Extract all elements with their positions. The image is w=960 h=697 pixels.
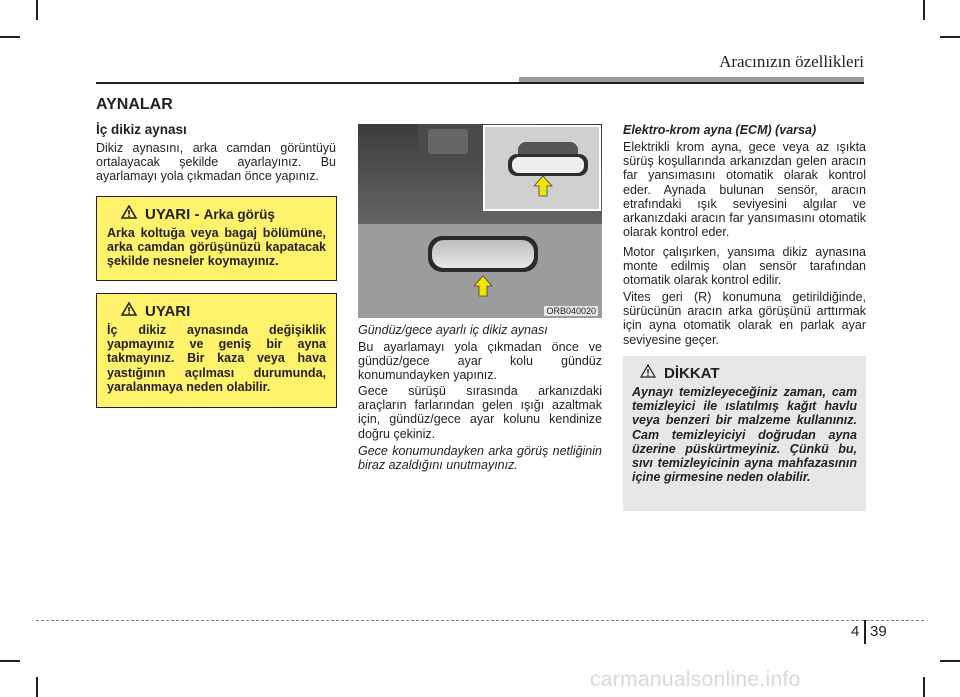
- middle-paragraph-2: Gece sürüşü sırasında arkanızdaki araçların farlarından gelen ışığı azaltmak için, gündüz/gece ayar kolunu kendinize doğru çekiniz.: [358, 384, 602, 441]
- warning-text: Arka koltuğa veya bagaj bölümüne, arka camdan görüşünüzü kapatacak şekilde nesneler koymayınız.: [107, 226, 326, 269]
- caution-text: Aynayı temizleyeceğiniz zaman, cam temizleyici ile ıslatılmış kağıt havlu veya benzeri bir malzeme kullanınız. Cam temizleyiciyi doğrudan ayna üzerine püskürtmeyiniz. Çünkü bu, sıvı temizleyicinin ayna mahfazasının içine girmesine neden olabilir.: [632, 385, 857, 485]
- rearview-mirror-photo: [358, 124, 602, 318]
- page-separator: [864, 620, 866, 644]
- chapter-number: 4: [851, 623, 860, 640]
- crop-mark: [36, 677, 38, 697]
- warning-label: UYARI -: [145, 205, 200, 223]
- warning-triangle-icon: [121, 302, 137, 320]
- warning-header: [107, 205, 326, 223]
- right-paragraph-1: Elektrikli krom ayna, gece veya az ışıkta sürüş koşullarında arkanızdan gelen aracın far yansımasını otomatik olarak kontrol eder. Aynada bulunan sensör, aracın etrafındaki ışık seviyesini algılar ve arkanızdaki aracın far yansımasını otomatik olarak kontrol eder.: [623, 140, 866, 240]
- section-title: AYNALAR: [96, 96, 173, 113]
- warning-label-suffix: Arka görüş: [203, 206, 275, 222]
- middle-paragraph-3: Gece konumundayken arka görüş netliğinin biraz azaldığını unutmayınız.: [358, 444, 602, 473]
- warning-box-rear-view: [96, 196, 337, 281]
- watermark: carmanualsonline.info: [590, 668, 801, 691]
- right-paragraph-3: Vites geri (R) konumuna getirildiğinde, sürücünün aracın arka görüşünü arttırmak için ayna otomatik olarak en parlak ayar seviyesine geçer.: [623, 290, 866, 347]
- image-code: ORB040020: [546, 306, 596, 316]
- header-rule: [96, 82, 864, 84]
- crop-mark: [0, 36, 20, 38]
- warning-box-mirror: [96, 293, 337, 408]
- crop-mark: [36, 0, 38, 20]
- warning-triangle-icon: [121, 205, 137, 223]
- caution-box: [623, 356, 866, 511]
- warning-header: [107, 302, 326, 320]
- subtitle-ecm: Elektro-krom ayna (ECM) (varsa): [623, 123, 817, 137]
- crop-mark: [940, 660, 960, 662]
- middle-paragraph-1: Bu ayarlamayı yola çıkmadan önce ve gündüz/gece ayar kolu gündüz konumundayken yapınız.: [358, 340, 602, 383]
- warning-label: UYARI: [145, 302, 191, 320]
- page-number: 39: [870, 623, 887, 640]
- right-paragraph-2: Motor çalışırken, yansıma dikiz aynasına monte edilmiş olan sensör tarafından otomatik olarak kontrol edilir.: [623, 245, 866, 288]
- intro-paragraph: Dikiz aynasını, arka camdan görüntüyü ortalayacak şekilde ayarlayınız. Bu ayarlamayı yola çıkmadan önce yapınız.: [96, 141, 336, 184]
- caution-label: DİKKAT: [664, 364, 720, 382]
- crop-mark: [923, 0, 925, 20]
- crop-mark: [0, 660, 20, 662]
- subtitle-inner-mirror: İç dikiz aynası: [96, 122, 187, 137]
- mirror-illustration: [358, 124, 602, 318]
- footer-dashed-rule: [36, 620, 924, 621]
- caution-header: [632, 364, 857, 382]
- caution-triangle-icon: [640, 364, 656, 382]
- chapter-title: Aracınızın özellikleri: [719, 52, 864, 71]
- photo-caption: Gündüz/gece ayarlı iç dikiz aynası: [358, 323, 548, 337]
- crop-mark: [940, 36, 960, 38]
- crop-mark: [923, 677, 925, 697]
- warning-text: İç dikiz aynasında değişiklik yapmayınız ve geniş bir ayna takmayınız. Bir kaza veya hava yastığının açılması durumunda, yaralanmaya neden olabilir.: [107, 323, 326, 394]
